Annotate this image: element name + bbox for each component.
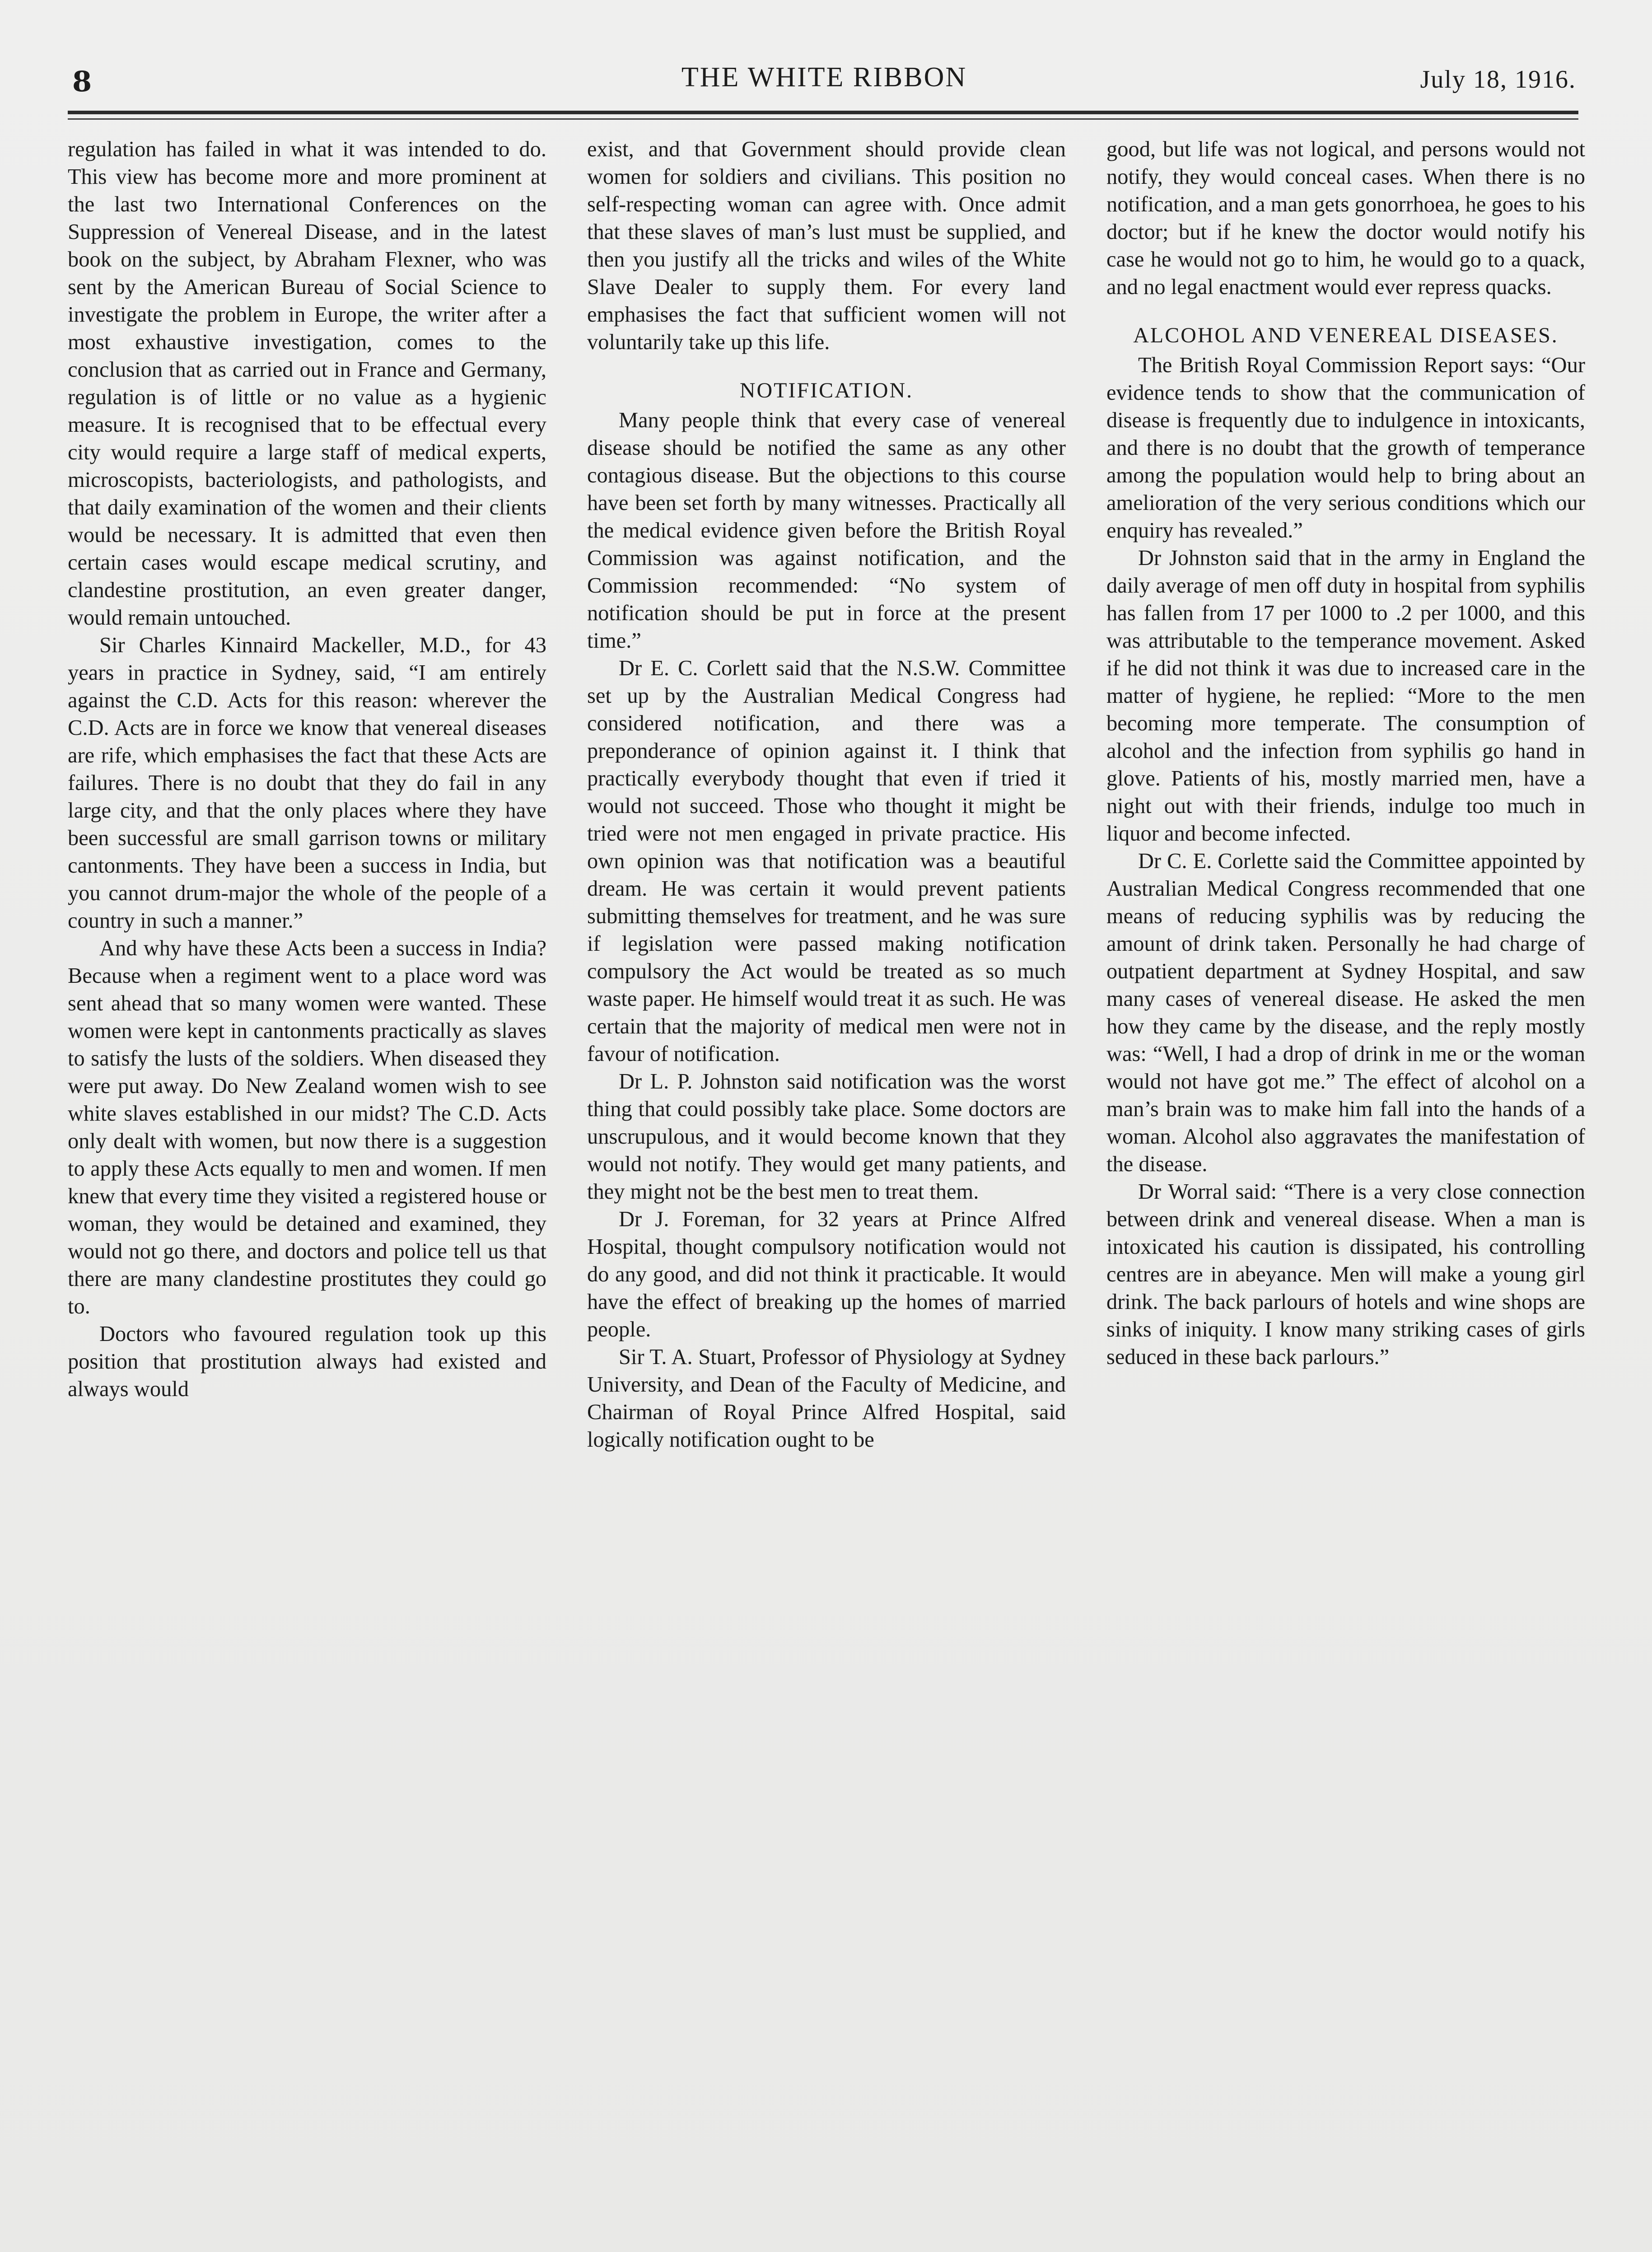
section-heading: ALCOHOL AND VENEREAL DISEASES. [1133,323,1559,347]
paragraph: And why have these Acts been a success in India? Because when a regiment went to a place word was sent ahead that so many women were wanted. These women were kept in cantonments practically as slaves to satisfy the lusts of the soldiers. When diseased they were put away. Do New Zealand women wish to see white slaves established in our midst? The C.D. Acts only dealt with women, but now there is a suggestion to apply these Acts equally to men and women. If men knew that every time they visited a registered house or woman, they would be detained and examined, they would not go there, and doctors and police tell us that there are many clandestine prostitutes they could go to. [68,936,546,1318]
section-heading: NOTIFICATION. [739,378,914,402]
header-rule-thick [68,111,1578,114]
paragraph: The British Royal Commission Report says: “Our evidence tends to show that the communication of disease is frequently due to indulgence in intoxicants, and there is no doubt that the growth of temperance among the population would help to bring about an amelioration of the very serious conditions which our enquiry has revealed.” [1106,353,1585,542]
paragraph: Dr Johnston said that in the army in England the daily average of men off duty in hospital from syphilis has fallen from 17 per 1000 to .2 per 1000, and this was attributable to the temperance movement. Asked if he did not think it was due to increased care in the matter of hygiene, he replied: “More to the men becoming more temperate. The consumption of alcohol and the infection from syphilis go hand in glove. Patients of his, mostly married men, have a night out with their friends, indulge too much in liquor and become infected. [1106,546,1585,846]
header-rule-thin [68,118,1578,120]
column-1 [68,135,546,2222]
column-2 [587,135,1066,2222]
paragraph: regulation has failed in what it was intended to do. This view has become more and more prominent at the last two International Conferences on the Suppression of Venereal Disease, and in the latest book on the subject, by Abraham Flexner, who was sent by the American Bureau of Social Science to investigate the problem in Europe, the writer after a most exhaustive investigation, comes to the conclusion that as carried out in France and Germany, regulation is of little or no value as a hygienic measure. It is recognised that to be effectual every city would require a large staff of medical experts, microscopists, bacteriologists, and pathologists, and that daily examination of the women and their clients would be necessary. It is admitted that even then certain cases would escape medical scrutiny, and clandestine prostitution, an even greater danger, would remain untouched. [68,137,546,630]
paragraph: Sir T. A. Stuart, Professor of Physiology at Sydney University, and Dean of the Faculty of Medicine, and Chairman of Royal Prince Alfred Hospital, said logically notification ought to be [587,1345,1066,1452]
paragraph: Many people think that every case of venereal disease should be notified the same as any other contagious disease. But the objections to this course have been set forth by many witnesses. Practically all the medical evidence given before the British Royal Commission was against notification, and the Commission recommended: “No system of notification should be put in force at the present time.” [587,408,1066,653]
paragraph: Dr E. C. Corlett said that the N.S.W. Committee set up by the Australian Medical Congress had considered notification, and there was a preponderance of opinion against it. I think that practically everybody thought that even if tried it would not succeed. Those who thought it might be tried were not men engaged in private practice. His own opinion was that notification was a beautiful dream. He was certain it would prevent patients submitting themselves for treatment, and he was sure if legislation were passed making notification compulsory the Act would be treated as so much waste paper. He himself would treat it as such. He was certain that the majority of medical men were not in favour of notification. [587,656,1066,1066]
paragraph: exist, and that Government should provide clean women for soldiers and civilians. This position no self-respecting woman can agree with. Once admit that these slaves of man’s lust must be supplied, and then you justify all the tricks and wiles of the White Slave Dealer to supply them. For every land emphasises the fact that sufficient women will not voluntarily take up this life. [587,137,1066,354]
page-number: 8 [72,65,92,98]
paragraph: Dr Worral said: “There is a very close connection between drink and venereal disease. When a man is intoxicated his caution is dissipated, his controlling centres are in abeyance. Men will make a young girl drink. The back parlours of hotels and wine shops are sinks of iniquity. I know many striking cases of girls seduced in these back parlours.” [1106,1180,1585,1369]
issue-date: July 18, 1916. [1420,65,1576,93]
masthead-title: THE WHITE RIBBON [681,62,967,93]
column-3 [1106,135,1585,2222]
paragraph: Doctors who favoured regulation took up this position that prostitution always had existed and always would [68,1322,546,1401]
paragraph: Dr L. P. Johnston said notification was the worst thing that could possibly take place. Some doctors are unscrupulous, and it would become known that they would not notify. They would get many patients, and they might not be the best men to treat them. [587,1070,1066,1204]
paragraph: Dr J. Foreman, for 32 years at Prince Alfred Hospital, thought compulsory notification would not do any good, and did not think it practicable. It would have the effect of breaking up the homes of married people. [587,1207,1066,1341]
paragraph: good, but life was not logical, and persons would not notify, they would conceal cases. When there is no notification, and a man gets gonorrhoea, he goes to his doctor; but if he knew the doctor would notify his case he would not go to him, he would go to a quack, and no legal enactment would ever repress quacks. [1106,137,1585,299]
paragraph: Dr C. E. Corlette said the Committee appointed by Australian Medical Congress recommended that one means of reducing syphilis was by reducing the amount of drink taken. Personally he had charge of outpatient department at Sydney Hospital, and saw many cases of venereal disease. He asked the men how they came by the disease, and the reply mostly was: “Well, I had a drop of drink in me or the woman would not have got me.” The effect of alcohol on a man’s brain was to make him fall into the hands of a woman. Alcohol also aggravates the manifestation of the disease. [1106,849,1585,1176]
paragraph: Sir Charles Kinnaird Mackeller, M.D., for 43 years in practice in Sydney, said, “I am entirely against the C.D. Acts for this reason: wherever the C.D. Acts are in force we know that venereal diseases are rife, which emphasises the fact that these Acts are failures. There is no doubt that they do fail in any large city, and that the only places where they have been successful are small garrison towns or military cantonments. They have been a success in India, but you cannot drum-major the whole of the people of a country in such a manner.” [68,633,546,933]
page-header [72,59,1576,104]
